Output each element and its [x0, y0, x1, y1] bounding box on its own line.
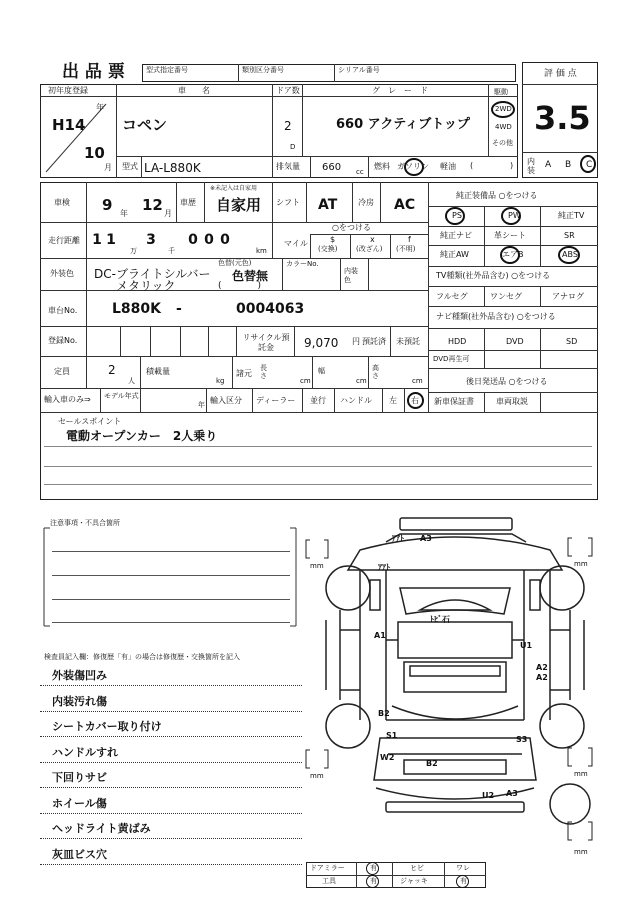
dvd-play: DVD再生可 — [433, 355, 470, 363]
shift-value: AT — [318, 197, 338, 213]
year-unit: 年 — [96, 103, 104, 112]
damage-mark: ｱｱﾄ — [392, 534, 404, 543]
damage-mark: ｱｱﾄ — [378, 563, 390, 572]
note-item: シートカバー取り付け — [52, 720, 162, 733]
mileage-altered: (改ざん) — [356, 245, 383, 253]
equip-leather: 革シート — [494, 231, 526, 240]
mm-label-2: mm — [574, 560, 588, 568]
recycle-unit: 円 — [352, 337, 360, 346]
later-label: 後日発送品 ○をつける — [466, 377, 548, 386]
fuel-gasoline-circle — [404, 158, 424, 176]
type-cert-label: 型式指定番号 — [146, 66, 188, 74]
serial-label: シリアル番号 — [338, 66, 380, 74]
mm-label-1: mm — [310, 562, 324, 570]
car-name-label: 車 名 — [178, 86, 210, 95]
capacity-unit: 人 — [128, 377, 135, 385]
ac-label: 冷房 — [358, 198, 374, 207]
width-cm: cm — [356, 377, 367, 385]
damage-mark: U1 — [520, 641, 533, 650]
inspection-year-unit: 年 — [120, 209, 128, 218]
notes-label: 注意事項・不具合箇所 — [50, 519, 120, 527]
first-reg-month: 10 — [84, 144, 105, 162]
history-note: ※未記入は自家用 — [210, 185, 258, 192]
equip-sr: SR — [564, 231, 575, 240]
warranty: 新車保証書 — [434, 397, 474, 406]
sales-point-text: 電動オープンカー 2人乗り — [66, 429, 218, 443]
model-year-label: モデル年式 — [104, 392, 139, 400]
mileage-digit: 0 — [204, 232, 214, 248]
inspection-month-unit: 月 — [164, 209, 172, 218]
tv-fullseg: フルセグ — [436, 292, 468, 301]
recycle-paid: 預託済 — [362, 337, 386, 346]
handle-left: 左 — [389, 396, 397, 405]
navi-dvd: DVD — [506, 337, 524, 346]
doors-label: ドア数 — [276, 86, 300, 95]
dims-label: 諸元 — [236, 369, 252, 378]
mileage-unknown: (不明) — [396, 245, 416, 253]
chassis-dash: - — [176, 301, 182, 317]
interior-c: C — [586, 160, 593, 170]
chassis-label: 車台No. — [48, 306, 78, 315]
color-change-paren: ( ) — [218, 281, 262, 291]
month-unit: 月 — [104, 163, 112, 172]
displacement-value: 660 — [322, 162, 342, 173]
model-label: 型式 — [122, 162, 138, 171]
load-label: 積載量 — [146, 367, 170, 376]
drive-other: その他 — [492, 139, 513, 147]
equip-ps-circle — [445, 207, 465, 225]
capacity-value: 2 — [108, 363, 116, 377]
equip-abs: ABS — [562, 250, 578, 259]
note-item: ホイール傷 — [52, 796, 107, 810]
mileage-digit: 3 — [146, 232, 156, 248]
footer-break: ワレ — [456, 864, 470, 872]
note-item: 外装傷凹み — [52, 669, 107, 682]
interior-a: A — [545, 160, 552, 170]
grade-value: 660 アクティブトップ — [336, 117, 470, 132]
import-parallel: 並行 — [310, 396, 326, 405]
model-value: LA-L880K — [144, 161, 201, 175]
height-label: 高さ — [372, 364, 379, 380]
equip-abs-circle — [558, 246, 580, 264]
footer-jack-yes: 有 — [460, 877, 467, 885]
mileage-mile: マイル — [284, 239, 308, 248]
damage-mark: A2 — [536, 663, 548, 672]
length-cm: cm — [300, 377, 311, 385]
equipment-label: 純正装備品 ○をつける — [456, 191, 538, 200]
damage-mark: S1 — [386, 731, 398, 740]
note-item: 内装汚れ傷 — [52, 694, 107, 708]
tv-oneseg: ワンセグ — [490, 292, 522, 301]
damage-mark: B2 — [426, 759, 438, 768]
color-change-value: 色替無 — [232, 269, 269, 283]
damage-mark: A1 — [374, 631, 386, 640]
note-item: ハンドルすれ — [52, 745, 118, 759]
eval-label: 評 価 点 — [544, 69, 577, 79]
mm-label-4: mm — [574, 770, 588, 778]
footer-door-mirror: ドアミラー — [310, 864, 345, 872]
handle-right: 右 — [411, 396, 419, 405]
navi-sd: SD — [566, 337, 578, 346]
mm-label-5: mm — [574, 848, 588, 856]
damage-mark: U2 — [482, 791, 495, 800]
damage-mark: B2 — [378, 709, 390, 718]
import-label: 輸入車のみ⇒ — [44, 395, 91, 404]
footer-jack: ジャッキ — [400, 877, 428, 885]
color-change-label: 色替(元色) — [218, 259, 252, 267]
sales-point-label: セールスポイント — [58, 417, 122, 426]
recycle-value: 9,070 — [304, 336, 339, 350]
cc-unit: cc — [356, 168, 364, 176]
footer-tools: 工具 — [322, 877, 336, 885]
drive-label: 駆動 — [494, 88, 508, 96]
fuel-gasoline: ガソリン — [397, 162, 429, 171]
eval-score: 3.5 — [534, 99, 591, 137]
mileage-exchange: (交換) — [318, 245, 338, 253]
interior-c-circle — [580, 155, 596, 173]
class-label: 類別区分番号 — [242, 66, 284, 74]
mm-label-3: mm — [310, 772, 324, 780]
drive-2wd: 2WD — [495, 105, 512, 113]
damage-mark: A3 — [420, 534, 432, 543]
grade-label: グ レ ー ド — [372, 86, 428, 95]
note-item: ヘッドライト黄ばみ — [52, 822, 151, 835]
note-item: 灰皿ビス穴 — [52, 847, 107, 861]
history-value: 自家用 — [216, 196, 262, 214]
color-value: DC-ブライトシルバー — [94, 267, 211, 281]
car-name: コペン — [122, 116, 168, 134]
equip-aw: 純正AW — [440, 250, 469, 259]
load-kg: kg — [216, 377, 225, 385]
form-title: 出 品 票 — [62, 62, 125, 82]
damage-mark: A2 — [536, 673, 548, 682]
drive-4wd: 4WD — [495, 123, 512, 131]
recycle-unpaid: 未預託 — [396, 337, 420, 346]
damage-mark: W2 — [380, 753, 395, 762]
fuel-label: 燃料 — [374, 162, 390, 171]
fuel-light: 軽油 — [440, 162, 456, 171]
history-label: 車歴 — [180, 198, 196, 207]
equip-airbag-circle — [500, 246, 520, 264]
manual: 車両取説 — [496, 397, 528, 406]
mileage-digit: 0 — [188, 232, 198, 248]
circle-note: ○をつける — [332, 223, 371, 232]
color-label: 外装色 — [50, 269, 74, 278]
color-no-label: カラーNo. — [286, 260, 319, 268]
handle-right-circle — [407, 392, 424, 409]
shift-label: シフト — [276, 198, 300, 207]
mileage-label: 走行距離 — [48, 236, 80, 245]
capacity-label: 定員 — [54, 367, 70, 376]
footer-jack-circle — [456, 875, 469, 888]
navi-hdd: HDD — [448, 337, 467, 346]
footer-crack: ヒビ — [410, 864, 424, 872]
mileage-sen: 千 — [168, 247, 175, 255]
displacement-label: 排気量 — [276, 162, 300, 171]
damage-mark: ﾄﾋﾞ石 — [430, 615, 450, 624]
mileage-km: km — [256, 247, 267, 255]
handle-label: ハンドル — [340, 396, 372, 405]
interior-color-label: 内装色 — [344, 267, 358, 284]
note-item: 下回りサビ — [52, 771, 107, 784]
tv-analog: アナログ — [552, 292, 584, 301]
mileage-digit: 1 — [92, 232, 102, 248]
navi-type-label: ナビ種類(社外品含む) ○をつける — [436, 312, 556, 321]
damage-mark: A3 — [506, 789, 518, 798]
mileage-digit: 1 — [106, 232, 116, 248]
drive-2wd-circle — [491, 101, 515, 118]
footer-tools-circle — [366, 875, 379, 888]
first-reg-era: H14 — [52, 116, 86, 134]
reg-no-label: 登録No. — [48, 336, 78, 345]
ac-value: AC — [394, 197, 416, 213]
color-value-2: メタリック — [116, 279, 176, 293]
equip-pw-circle — [501, 207, 521, 225]
footer-mirror-circle — [366, 862, 379, 875]
header-number-box — [142, 64, 516, 82]
doors-value: 2 — [284, 119, 292, 133]
chassis-model: L880K — [112, 301, 161, 317]
door-unit: D — [290, 143, 296, 151]
interior-b: B — [565, 160, 572, 170]
equip-pw: PW — [508, 211, 521, 220]
inspector-label: 検査員記入欄：修復歴「有」の場合は修復歴・交換箇所を記入 — [44, 653, 240, 661]
import-class-label: 輸入区分 — [210, 396, 242, 405]
footer-mirror-yes: 有 — [370, 864, 377, 872]
length-label: 長さ — [260, 364, 267, 380]
car-diagram — [300, 510, 610, 880]
inspection-label: 車検 — [54, 198, 70, 207]
damage-mark: S3 — [516, 735, 528, 744]
equip-ps: PS — [452, 211, 462, 220]
width-label: 幅 — [318, 367, 325, 375]
footer-tools-yes: 有 — [370, 877, 377, 885]
import-dealer: ディーラー — [256, 396, 296, 405]
first-reg-label: 初年度登録 — [48, 86, 88, 95]
equip-tv: 純正TV — [558, 211, 585, 220]
inspection-month: 12 — [142, 196, 163, 214]
model-year-suffix: 年 — [198, 401, 205, 409]
mileage-digit: 0 — [220, 232, 230, 248]
interior-label: 内装 — [527, 157, 535, 175]
tv-type-label: TV種類(社外品含む) ○をつける — [436, 271, 551, 280]
equip-airbag: エアB — [502, 250, 524, 259]
height-cm: cm — [412, 377, 423, 385]
equip-navi: 純正ナビ — [440, 231, 472, 240]
chassis-number: 0004063 — [236, 301, 305, 317]
inspection-year: 9 — [102, 196, 113, 214]
recycle-label: リサイクル預託金 — [242, 333, 290, 352]
mileage-man: 万 — [130, 247, 137, 255]
